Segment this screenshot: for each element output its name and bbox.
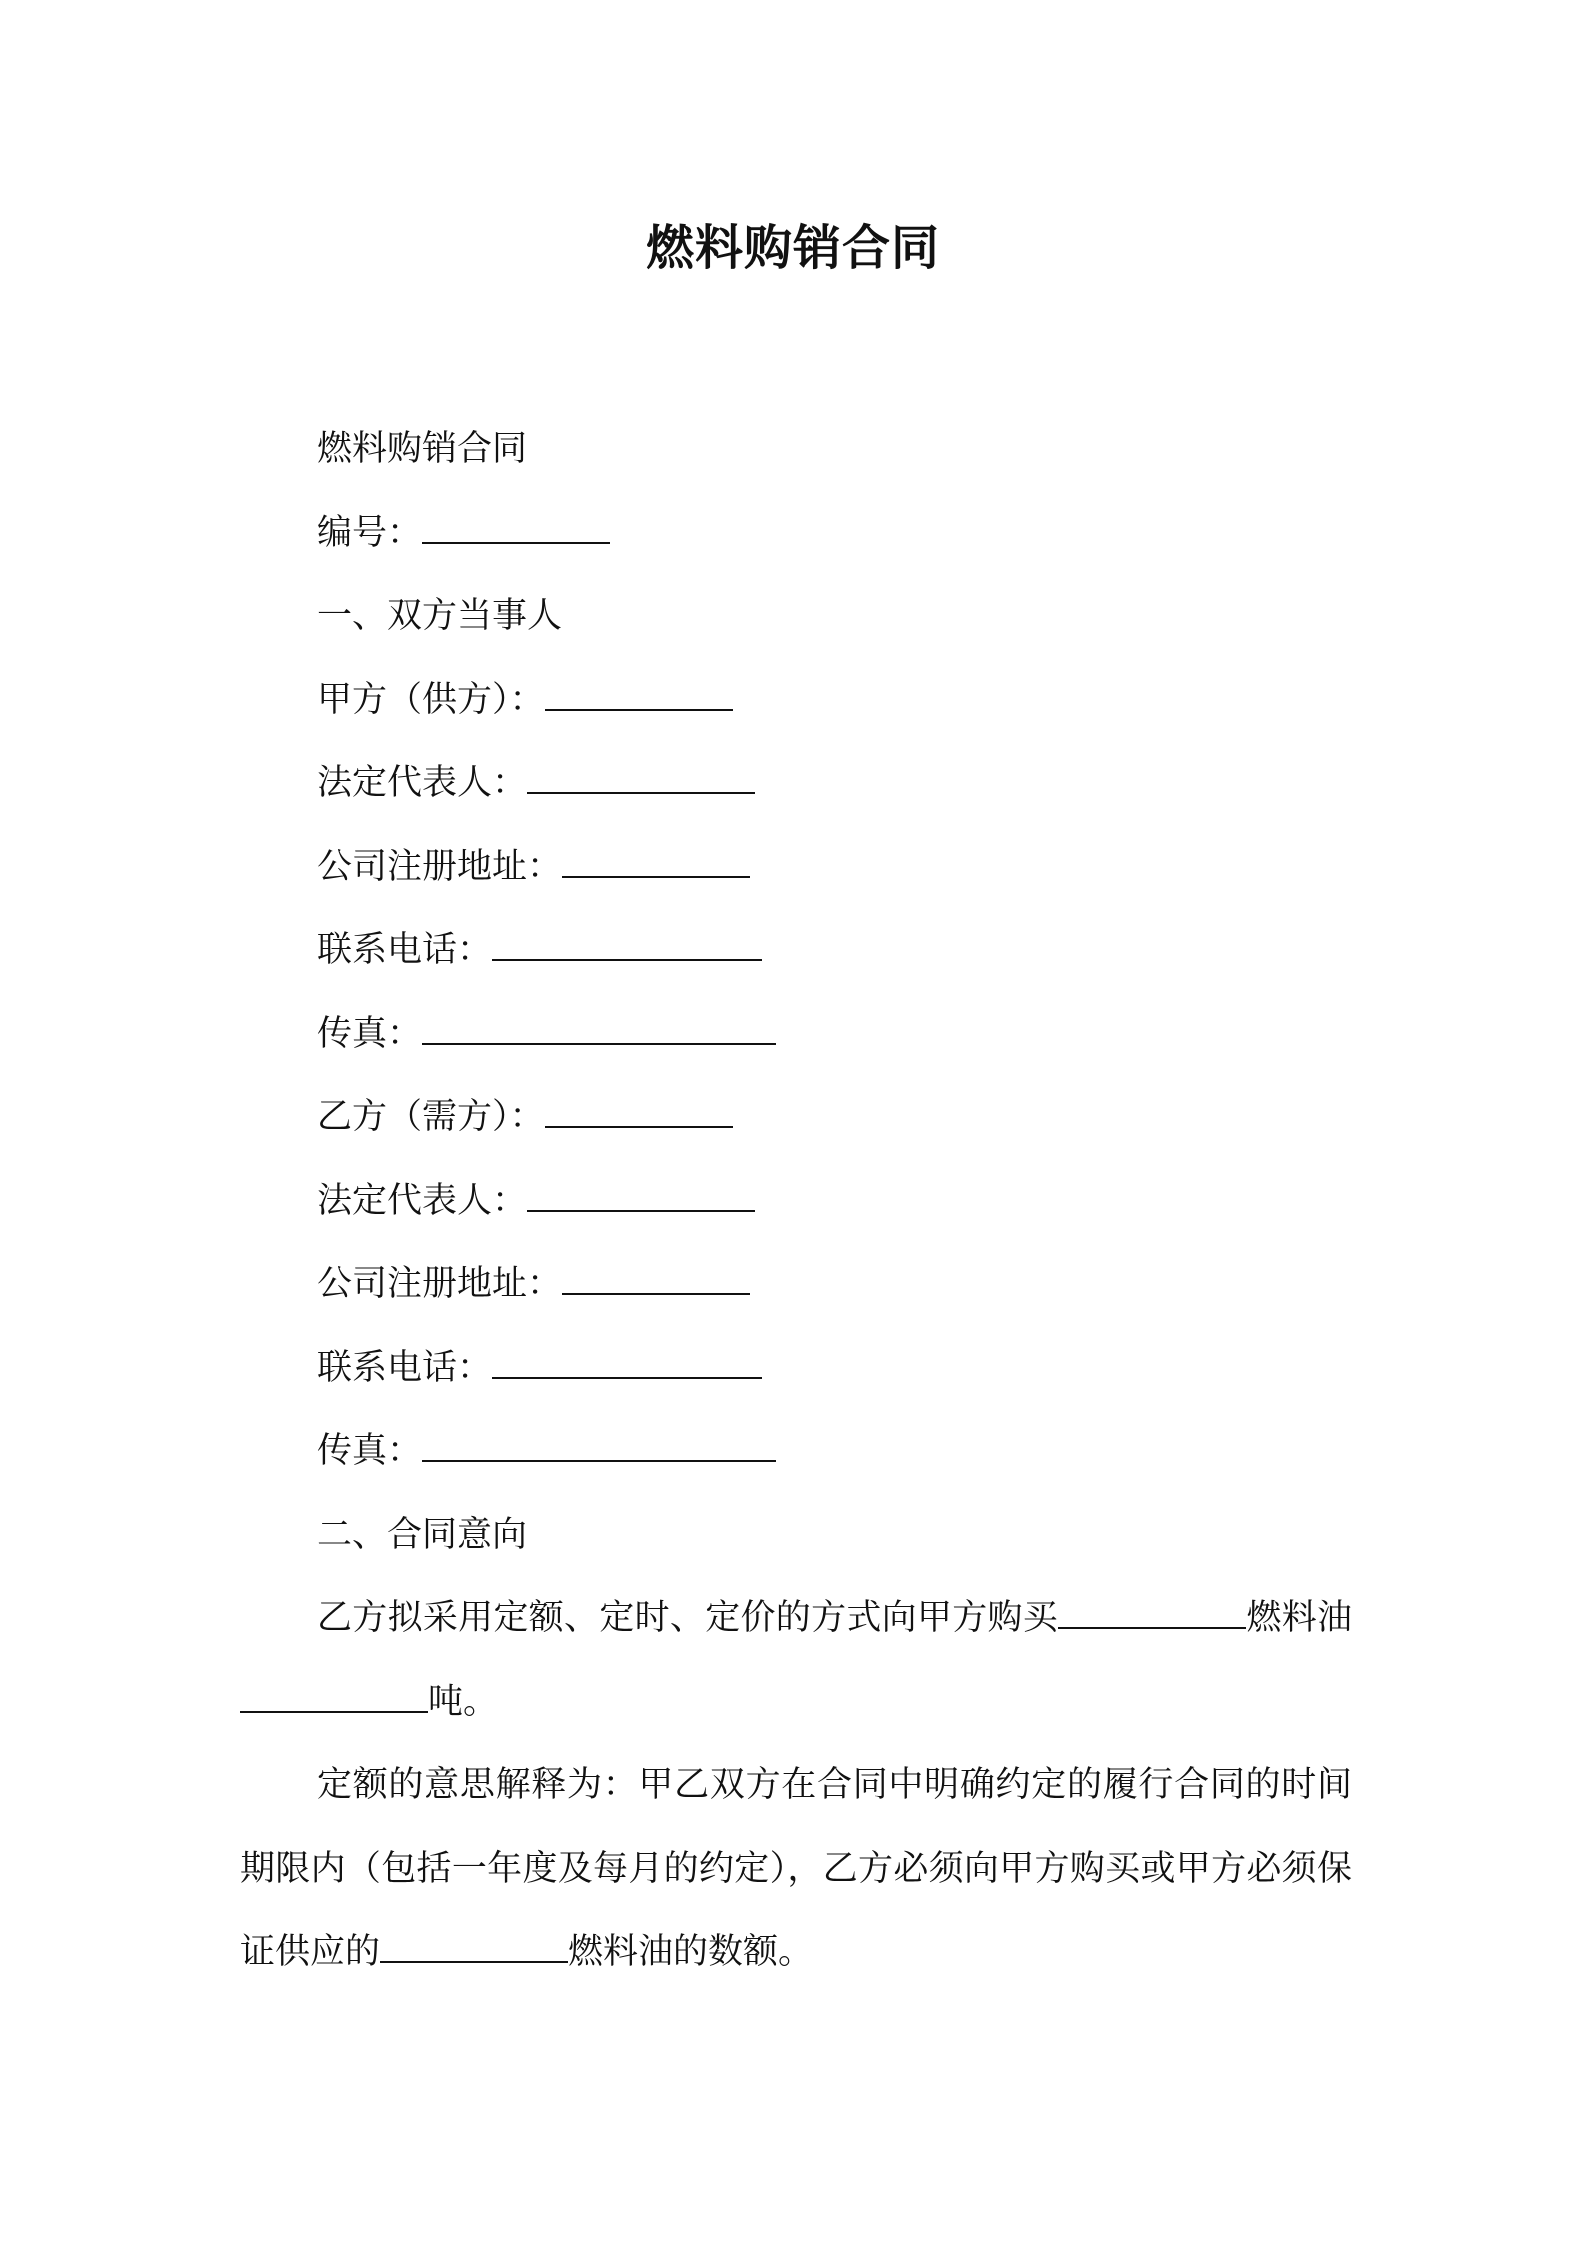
document-body [240, 408, 1352, 1995]
section2-heading-text: 二、合同意向 [317, 1514, 528, 1555]
section1-heading-text: 一、双方当事人 [317, 596, 563, 636]
fuel-quantity-blank [240, 1681, 428, 1713]
party-a-rep-line [240, 742, 1352, 826]
party-b-role-label: 乙方（需方）： [317, 1097, 545, 1137]
party-a-address-line [240, 826, 1352, 910]
intent-text-part3: 吨。 [428, 1681, 499, 1722]
party-a-rep-label: 法定代表人： [317, 763, 528, 803]
quota-definition-paragraph [240, 1744, 1352, 1995]
contract-number-line [240, 492, 1352, 576]
document-title: 燃料购销合同 [645, 220, 940, 276]
party-a-phone-label: 联系电话： [317, 930, 493, 970]
party-a-fax-line [240, 993, 1352, 1077]
party-a-role-label: 甲方（供方）： [317, 679, 545, 720]
contract-number-label: 编号： [317, 512, 423, 553]
contract-number-blank [422, 512, 610, 544]
intent-text-part1: 乙方拟采用定额、定时、定价的方式向甲方购买 [317, 1598, 1059, 1638]
party-b-rep-label: 法定代表人： [317, 1180, 528, 1221]
party-a-phone-blank [492, 929, 762, 961]
fuel-type-blank [1058, 1597, 1246, 1629]
party-a-rep-blank [527, 762, 755, 794]
party-a-role-line [240, 659, 1352, 743]
party-b-phone-label: 联系电话： [317, 1347, 493, 1388]
party-b-rep-blank [527, 1180, 755, 1212]
party-b-fax-line [240, 1410, 1352, 1494]
section-heading-parties [240, 575, 1352, 659]
section-heading-intent [240, 1494, 1352, 1578]
party-b-fax-blank [422, 1430, 776, 1462]
party-b-name-blank [545, 1096, 733, 1128]
quota-fuel-blank [380, 1931, 568, 1963]
subtitle-text: 燃料购销合同 [317, 429, 528, 469]
party-b-address-line [240, 1243, 1352, 1327]
party-b-fax-label: 传真： [317, 1431, 423, 1471]
party-b-role-line [240, 1076, 1352, 1160]
party-b-rep-line [240, 1160, 1352, 1244]
intent-paragraph [240, 1577, 1352, 1744]
party-a-address-blank [562, 846, 750, 878]
party-a-phone-line [240, 909, 1352, 993]
party-a-address-label: 公司注册地址： [317, 846, 563, 887]
quota-text-part2: 燃料油的数额。 [568, 1932, 814, 1972]
quota-text-part1: 定额的意思解释为：甲乙双方在合同中明确约定的履行合同的时间期限内（包括一年度及每月的约定），乙方必须向甲方购买或甲方必须保证供应的 [240, 1765, 1352, 1972]
party-b-address-blank [562, 1263, 750, 1295]
party-b-phone-blank [492, 1347, 762, 1379]
party-a-fax-label: 传真： [317, 1013, 423, 1054]
contract-subtitle [240, 408, 1352, 492]
party-b-phone-line [240, 1327, 1352, 1411]
party-a-fax-blank [422, 1013, 776, 1045]
party-b-address-label: 公司注册地址： [317, 1264, 563, 1304]
intent-text-part2: 燃料油 [1246, 1598, 1352, 1638]
party-a-name-blank [545, 679, 733, 711]
